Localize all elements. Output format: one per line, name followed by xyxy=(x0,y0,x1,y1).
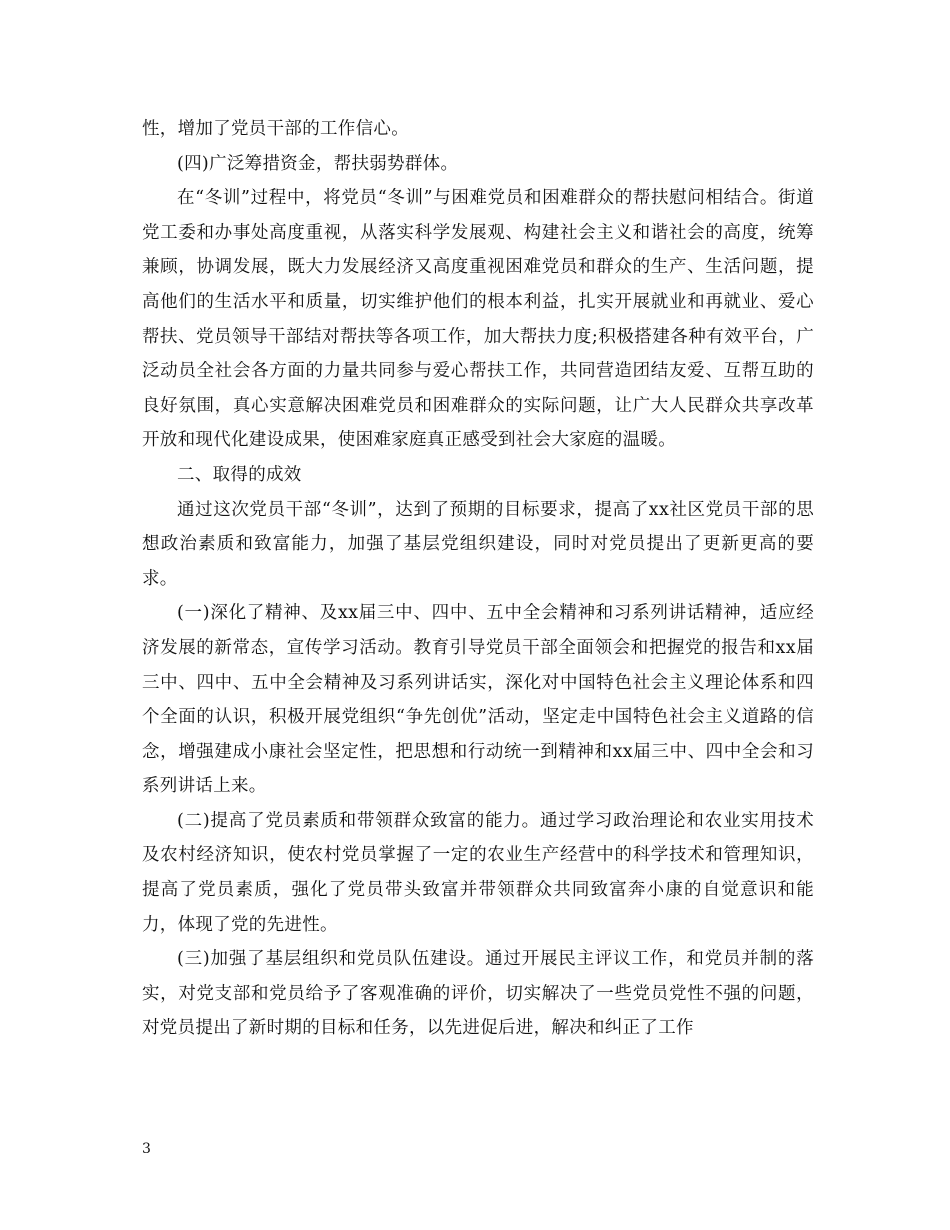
paragraph-achievement-two: (二)提高了党员素质和带领群众致富的能力。通过学习政治理论和农业实用技术及农村经济知识，使农村党员掌握了一定的农业生产经营中的科学技术和管理知识，提高了党员素质，强化了党员带头致富并带领群众共同致富奔小康的自觉意识和能力，体现了党的先进性。 xyxy=(142,810,814,935)
section-heading-four: (四)广泛筹措资金，帮扶弱势群体。 xyxy=(177,153,459,174)
paragraph-achievement-one: (一)深化了精神、及xx届三中、四中、五中全会精神和习系列讲话精神，适应经济发展的新常态，宣传学习活动。教育引导党员干部全面领会和把握党的报告和xx届三中、四中、五中全会精神及习系列讲话实，深化对中国特色社会主义理论体系和四个全面的认识，积极开展党组织“争先创优”活动，坚定走中国特色社会主义道路的信念，增强建成小康社会坚定性，把思想和行动统一到精神和xx届三中、四中全会和习系列讲话上来。 xyxy=(142,603,814,797)
section-heading-achievements: 二、取得的成效 xyxy=(177,464,302,485)
paragraph-achievements-intro: 通过这次党员干部“冬训”，达到了预期的目标要求，提高了xx社区党员干部的思想政治素质和致富能力，加强了基层党组织建设，同时对党员提出了更新更高的要求。 xyxy=(142,499,814,589)
paragraph-winter-training-aid: 在“冬训”过程中，将党员“冬训”与困难党员和困难群众的帮扶慰问相结合。街道党工委和办事处高度重视，从落实科学发展观、构建社会主义和谐社会的高度，统筹兼顾，协调发展，既大力发展经济又高度重视困难党员和群众的生产、生活问题，提高他们的生活水平和质量，切实维护他们的根本利益，扎实开展就业和再就业、爱心帮扶、党员领导干部结对帮扶等各项工作，加大帮扶力度;积极搭建各种有效平台，广泛动员全社会各方面的力量共同参与爱心帮扶工作，共同营造团结友爱、互帮互助的良好氛围，真心实意解决困难党员和困难群众的实际问题，让广大人民群众共享改革开放和现代化建设成果，使困难家庭真正感受到社会大家庭的温暖。 xyxy=(142,188,814,451)
paragraph-continuation: 性，增加了党员干部的工作信心。 xyxy=(142,119,409,139)
paragraph-achievement-three: (三)加强了基层组织和党员队伍建设。通过开展民主评议工作，和党员并制的落实，对党支部和党员给予了客观准确的评价，切实解决了一些党员党性不强的问题，对党员提出了新时期的目标和任务，以先进促后进，解决和纠正了工作 xyxy=(142,949,814,1039)
document-body xyxy=(142,112,814,1046)
page-number: 3 xyxy=(142,1141,151,1157)
